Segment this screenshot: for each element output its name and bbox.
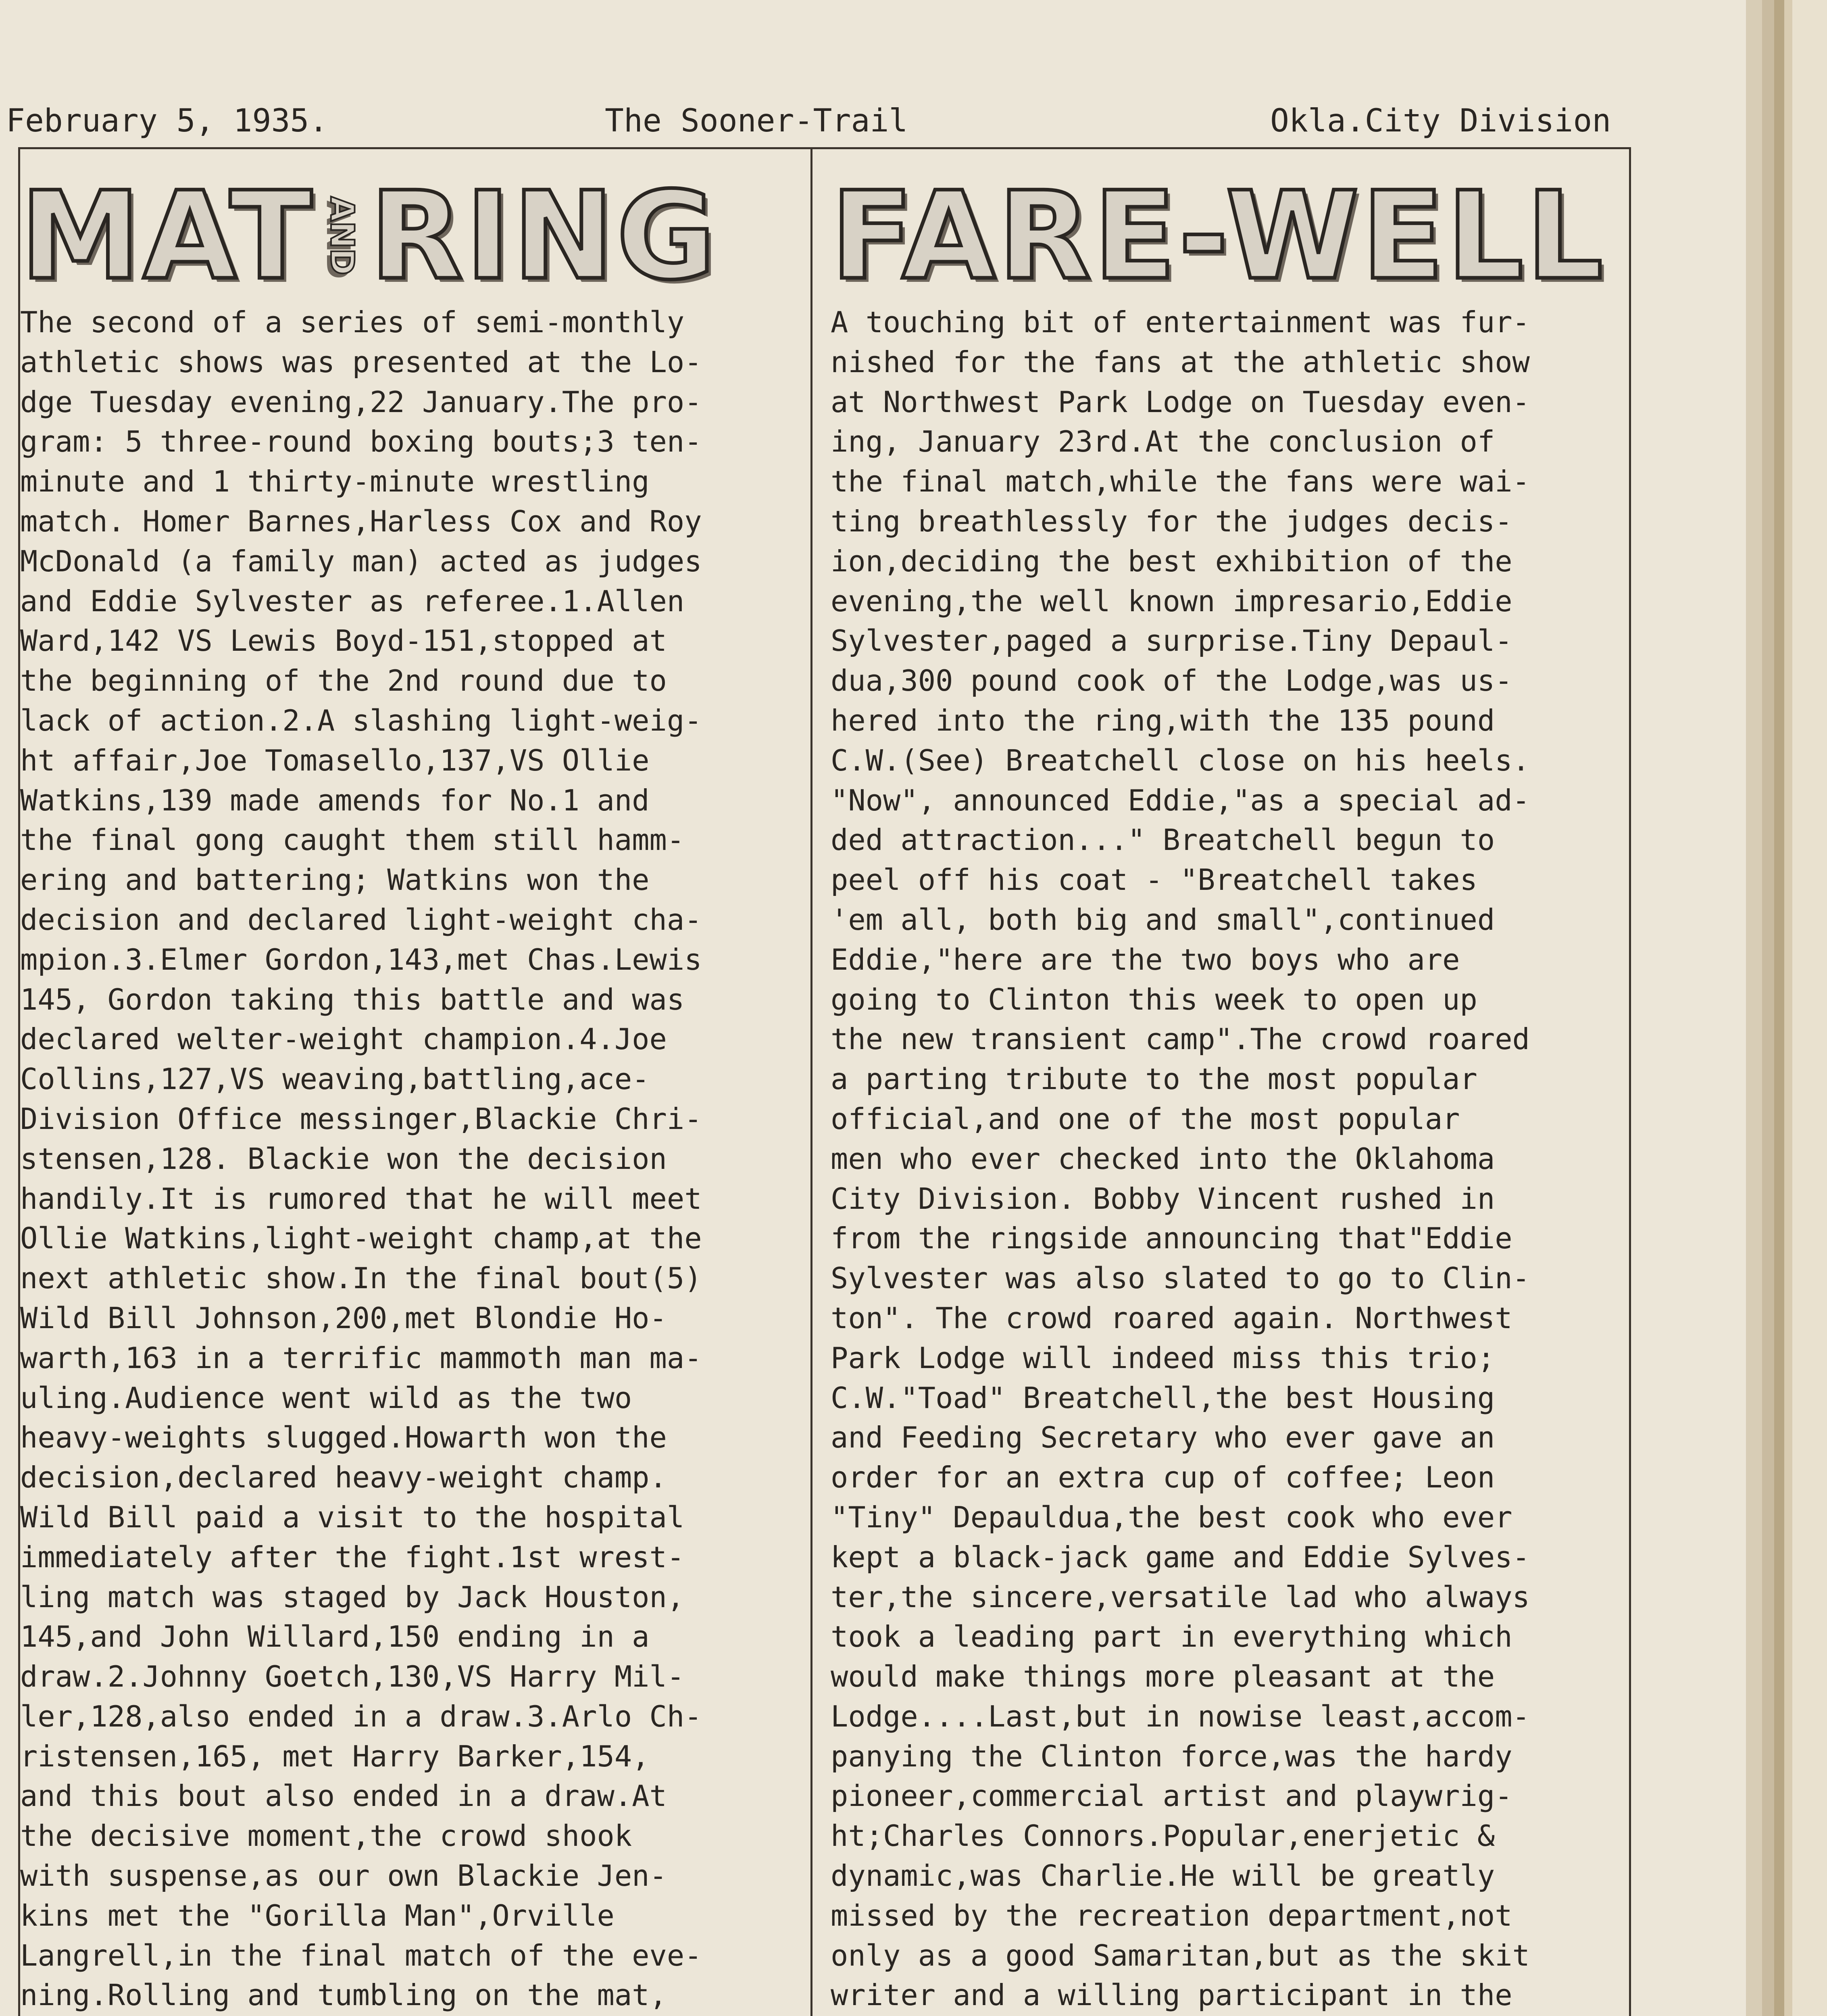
text-line: Sylvester,paged a surprise.Tiny Depaul- [831,624,1512,658]
text-line: Watkins,139 made amends for No.1 and [20,783,650,817]
text-line: took a leading part in everything which [831,1620,1512,1654]
text-line: A touching bit of entertainment was fur- [831,305,1530,339]
text-line: Park Lodge will indeed miss this trio; [831,1341,1495,1375]
text-line: declared welter-weight champion.4.Joe [20,1022,667,1056]
text-line: Division Office messinger,Blackie Chri- [20,1102,702,1136]
text-line: draw.2.Johnny Goetch,130,VS Harry Mil- [20,1660,685,1694]
column-divider [810,147,812,2016]
text-line: Ward,142 VS Lewis Boyd-151,stopped at [20,624,667,658]
text-line: uling.Audience went wild as the two [20,1381,632,1415]
text-line: next athletic show.In the final bout(5) [20,1261,702,1295]
text-line: 145, Gordon taking this battle and was [20,982,685,1016]
text-line: Langrell,in the final match of the eve- [20,1938,702,1972]
text-line: ded attraction..." Breatchell begun to [831,823,1495,857]
text-line: would make things more pleasant at the [831,1660,1495,1694]
text-line: the beginning of the 2nd round due to [20,664,667,698]
article-body [831,302,1621,2016]
text-line: peel off his coat - "Breatchell takes [831,863,1477,897]
text-line: McDonald (a family man) acted as judges [20,544,702,578]
text-line: and Eddie Sylvester as referee.1.Allen [20,584,685,618]
text-line: writer and a willing participant in the [831,1978,1512,2012]
text-line: immediately after the fight.1st wrest- [20,1540,685,1574]
text-line: the final gong caught them still hamm- [20,823,685,857]
text-line: Ollie Watkins,light-weight champ,at the [20,1221,702,1256]
text-line: a parting tribute to the most popular [831,1062,1477,1096]
text-line: The second of a series of semi-monthly [20,305,685,339]
text-line: kins met the "Gorilla Man",Orville [20,1898,615,1933]
article-title-banner [831,181,1621,290]
text-line: stensen,128. Blackie won the decision [20,1141,667,1176]
text-line: ter,the sincere,versatile lad who always [831,1580,1530,1614]
text-line: ion,deciding the best exhibition of the [831,544,1512,578]
text-line: Eddie,"here are the two boys who are [831,942,1460,977]
text-line: City Division. Bobby Vincent rushed in [831,1181,1495,1216]
text-line: the final match,while the fans were wai- [831,464,1530,499]
text-line: ering and battering; Watkins won the [20,863,650,897]
text-line: ler,128,also ended in a draw.3.Arlo Ch- [20,1699,702,1733]
text-line: warth,163 in a terrific mammoth man ma- [20,1341,702,1375]
publication-name: The Sooner-Trail [605,103,908,139]
text-line: missed by the recreation department,not [831,1898,1512,1933]
text-line: gram: 5 three-round boxing bouts;3 ten- [20,425,702,459]
text-line: ht;Charles Connors.Popular,enerjetic & [831,1819,1495,1853]
text-line: lack of action.2.A slashing light-weig- [20,703,702,737]
text-line: Sylvester was also slated to go to Clin- [831,1261,1530,1295]
text-line: hered into the ring,with the 135 pound [831,703,1495,737]
text-line: with suspense,as our own Blackie Jen- [20,1859,667,1893]
text-line: decision,declared heavy-weight champ. [20,1460,667,1495]
text-line: Wild Bill paid a visit to the hospital [20,1500,685,1534]
text-line: the new transient camp".The crowd roared [831,1022,1530,1056]
text-line: ting breathlessly for the judges decis- [831,504,1512,538]
text-line: pioneer,commercial artist and playwrig- [831,1779,1512,1813]
text-line: nished for the fans at the athletic show [831,345,1530,379]
text-line: C.W."Toad" Breatchell,the best Housing [831,1381,1495,1415]
text-line: the decisive moment,the crowd shook [20,1819,632,1853]
text-line: "Now", announced Eddie,"as a special ad- [831,783,1530,817]
article-title-banner [20,181,810,290]
page-header [0,103,1637,147]
text-line: ling match was staged by Jack Houston, [20,1580,685,1614]
text-line: official,and one of the most popular [831,1102,1460,1136]
text-line: 'em all, both big and small",continued [831,902,1495,937]
text-line: dynamic,was Charlie.He will be greatly [831,1859,1495,1893]
issue-date: February 5, 1935. [6,103,328,139]
text-line: ton". The crowd roared again. Northwest [831,1301,1512,1335]
text-line: ht affair,Joe Tomasello,137,VS Ollie [20,743,650,777]
text-line: "Tiny" Depauldua,the best cook who ever [831,1500,1512,1534]
text-line: from the ringside announcing that"Eddie [831,1221,1512,1256]
article-fare-well [831,181,1621,2016]
text-line: match. Homer Barnes,Harless Cox and Roy [20,504,702,538]
text-line: panying the Clinton force,was the hardy [831,1739,1512,1773]
text-line: mpion.3.Elmer Gordon,143,met Chas.Lewis [20,942,702,977]
text-line: Lodge....Last,but in nowise least,accom- [831,1699,1530,1733]
text-line: athletic shows was presented at the Lo- [20,345,702,379]
text-line: heavy-weights slugged.Howarth won the [20,1420,667,1455]
text-line: dua,300 pound cook of the Lodge,was us- [831,664,1512,698]
text-line: dge Tuesday evening,22 January.The pro- [20,385,702,419]
text-line: 145,and John Willard,150 ending in a [20,1620,650,1654]
division-name: Okla.City Division [1270,103,1611,139]
text-line: at Northwest Park Lodge on Tuesday even- [831,385,1530,419]
text-line: handily.It is rumored that he will meet [20,1181,702,1216]
text-line: order for an extra cup of coffee; Leon [831,1460,1495,1495]
text-line: only as a good Samaritan,but as the skit [831,1938,1530,1972]
text-line: evening,the well known impresario,Eddie [831,584,1512,618]
text-line: minute and 1 thirty-minute wrestling [20,464,650,499]
article-mat-and-ring [20,181,810,2016]
text-line: Wild Bill Johnson,200,met Blondie Ho- [20,1301,667,1335]
title-fare-well: FARE-WELL [831,181,1606,290]
title-word-ring: RING [370,181,719,290]
text-line: C.W.(See) Breatchell close on his heels. [831,743,1530,777]
text-line: kept a black-jack game and Eddie Sylves- [831,1540,1530,1574]
title-word-mat: MAT [20,181,315,290]
text-line: men who ever checked into the Oklahoma [831,1141,1495,1176]
text-line: and Feeding Secretary who ever gave an [831,1420,1495,1455]
text-line: and this bout also ended in a draw.At [20,1779,667,1813]
article-body [20,302,810,2016]
text-line: going to Clinton this week to open up [831,982,1477,1016]
title-word-and: AND [323,196,361,275]
text-line: ristensen,165, met Harry Barker,154, [20,1739,650,1773]
text-line: ning.Rolling and tumbling on the mat, [20,1978,667,2012]
text-line: decision and declared light-weight cha- [20,902,702,937]
text-line: Collins,127,VS weaving,battling,ace- [20,1062,650,1096]
text-line: ing, January 23rd.At the conclusion of [831,425,1495,459]
